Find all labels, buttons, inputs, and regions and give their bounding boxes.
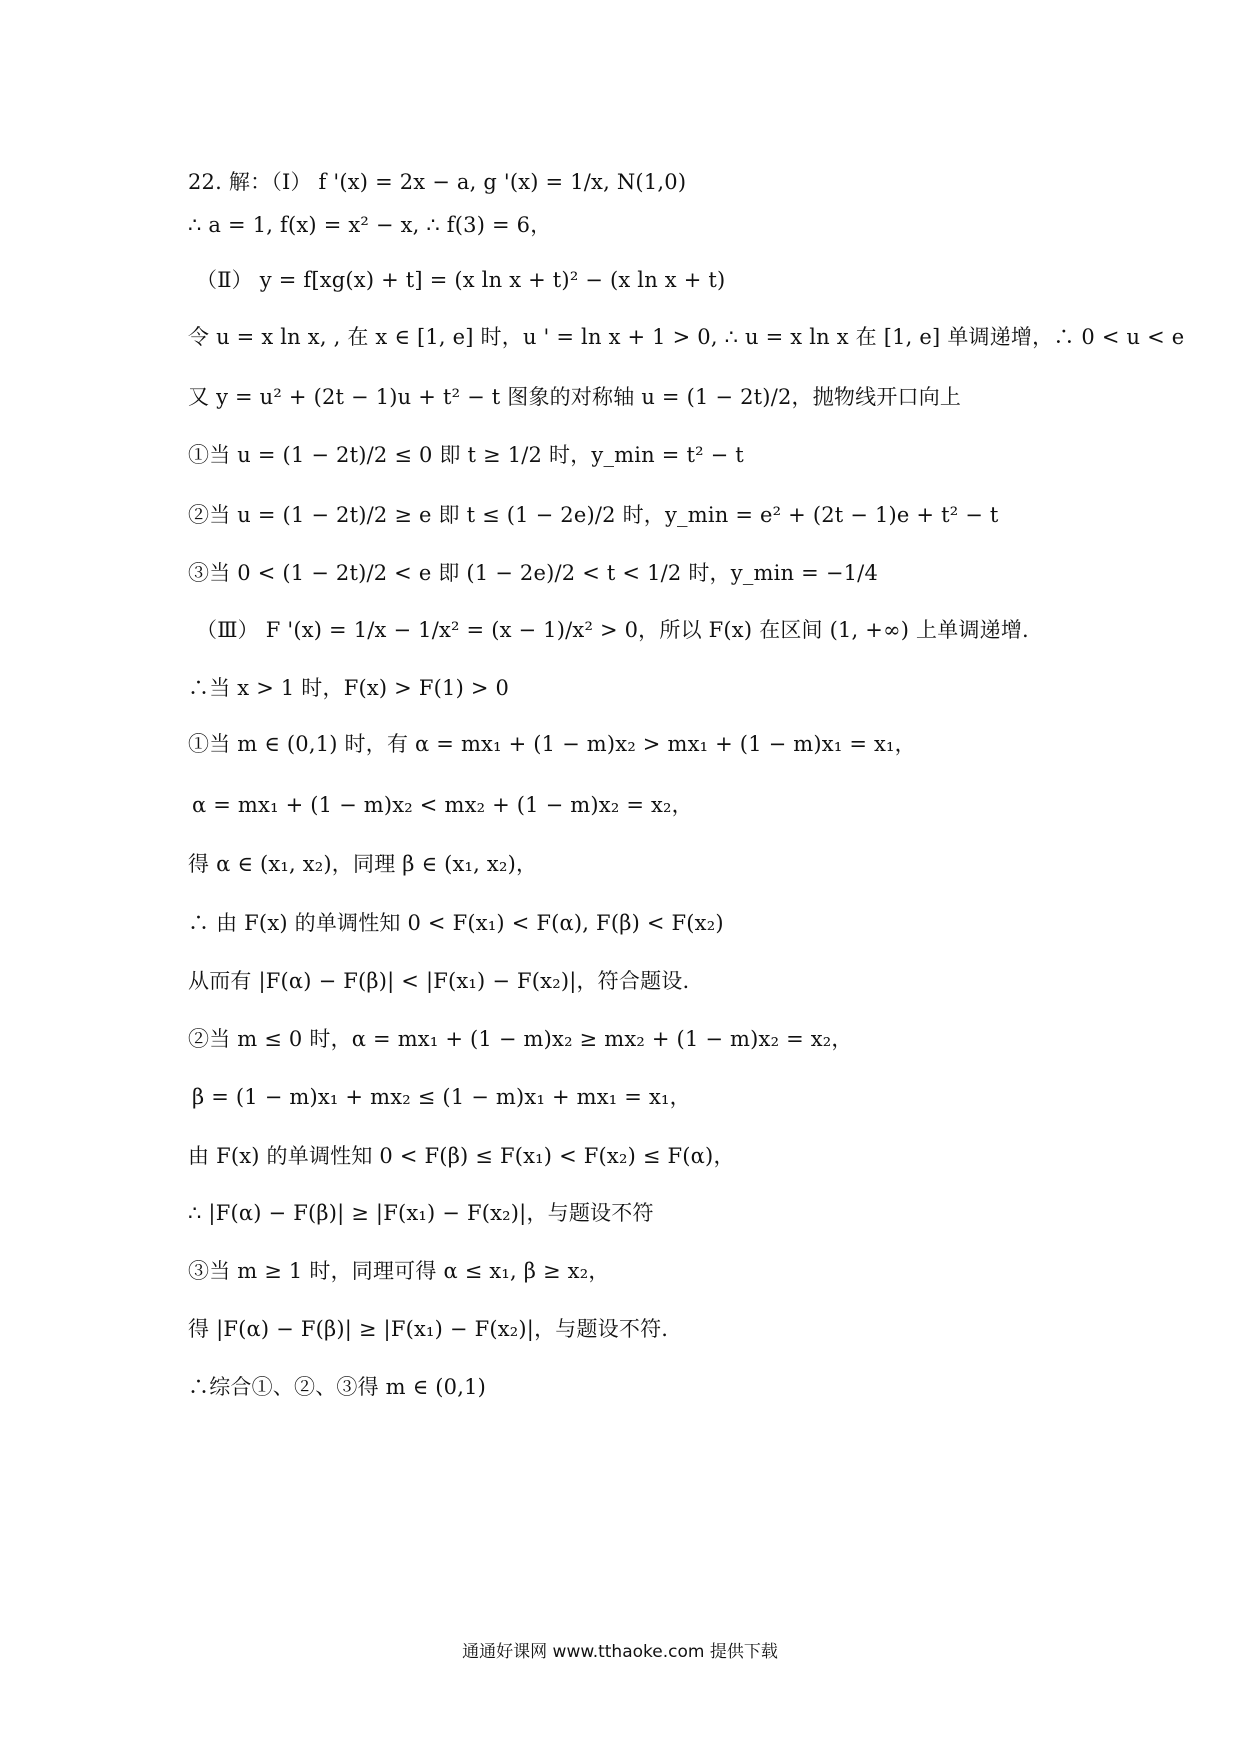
- solution-line-20: ③当 m ≥ 1 时，同理可得 α ≤ x₁, β ≥ x₂，: [188, 1259, 610, 1283]
- solution-line-19: ∴ |F(α) − F(β)| ≥ |F(x₁) − F(x₂)|，与题设不符: [188, 1201, 654, 1225]
- solution-line-18: 由 F(x) 的单调性知 0 < F(β) ≤ F(x₁) < F(x₂) ≤ F(α)，: [188, 1144, 735, 1168]
- solution-line-13: 得 α ∈ (x₁, x₂)，同理 β ∈ (x₁, x₂)，: [188, 852, 538, 876]
- solution-line-1: 22. 解：（Ⅰ） f '(x) = 2x − a, g '(x) = 1/x, N(1,0): [188, 170, 687, 194]
- solution-line-17: β = (1 − m)x₁ + mx₂ ≤ (1 − m)x₁ + mx₁ = x₁，: [192, 1085, 691, 1109]
- solution-line-4: 令 u = x ln x, , 在 x ∈ [1, e] 时，u ' = ln x + 1 > 0, ∴ u = x ln x 在 [1, e] 单调递增，∴ 0 < u < e: [188, 325, 1185, 349]
- solution-line-22: ∴综合①、②、③得 m ∈ (0,1): [188, 1375, 487, 1399]
- solution-line-3: （Ⅱ） y = f[xg(x) + t] = (x ln x + t)² − (x ln x + t): [196, 268, 726, 292]
- solution-line-15: 从而有 |F(α) − F(β)| < |F(x₁) − F(x₂)|，符合题设.: [188, 969, 690, 993]
- solution-line-5: 又 y = u² + (2t − 1)u + t² − t 图象的对称轴 u = (1 − 2t)/2，抛物线开口向上: [188, 385, 962, 409]
- solution-line-7: ②当 u = (1 − 2t)/2 ≥ e 即 t ≤ (1 − 2e)/2 时，y_min = e² + (2t − 1)e + t² − t: [188, 503, 999, 527]
- solution-line-12: α = mx₁ + (1 − m)x₂ < mx₂ + (1 − m)x₂ = x₂，: [192, 793, 693, 817]
- solution-line-2: ∴ a = 1, f(x) = x² − x, ∴ f(3) = 6，: [188, 213, 552, 237]
- footer-download-note: 通通好课网 www.tthaoke.com 提供下载: [462, 1642, 778, 1662]
- solution-line-21: 得 |F(α) − F(β)| ≥ |F(x₁) − F(x₂)|，与题设不符.: [188, 1317, 669, 1341]
- solution-line-8: ③当 0 < (1 − 2t)/2 < e 即 (1 − 2e)/2 < t < 1/2 时，y_min = −1/4: [188, 561, 879, 585]
- solution-line-9: （Ⅲ） F '(x) = 1/x − 1/x² = (x − 1)/x² > 0，所以 F(x) 在区间 (1, +∞) 上单调递增.: [196, 618, 1029, 642]
- solution-line-16: ②当 m ≤ 0 时，α = mx₁ + (1 − m)x₂ ≥ mx₂ + (1 − m)x₂ = x₂，: [188, 1027, 853, 1051]
- solution-line-11: ①当 m ∈ (0,1) 时，有 α = mx₁ + (1 − m)x₂ > mx₁ + (1 − m)x₁ = x₁，: [188, 732, 916, 756]
- solution-line-14: ∴ 由 F(x) 的单调性知 0 < F(x₁) < F(α), F(β) < F(x₂): [188, 911, 724, 935]
- solution-line-6: ①当 u = (1 − 2t)/2 ≤ 0 即 t ≥ 1/2 时，y_min = t² − t: [188, 443, 744, 467]
- solution-line-10: ∴当 x > 1 时，F(x) > F(1) > 0: [188, 676, 510, 700]
